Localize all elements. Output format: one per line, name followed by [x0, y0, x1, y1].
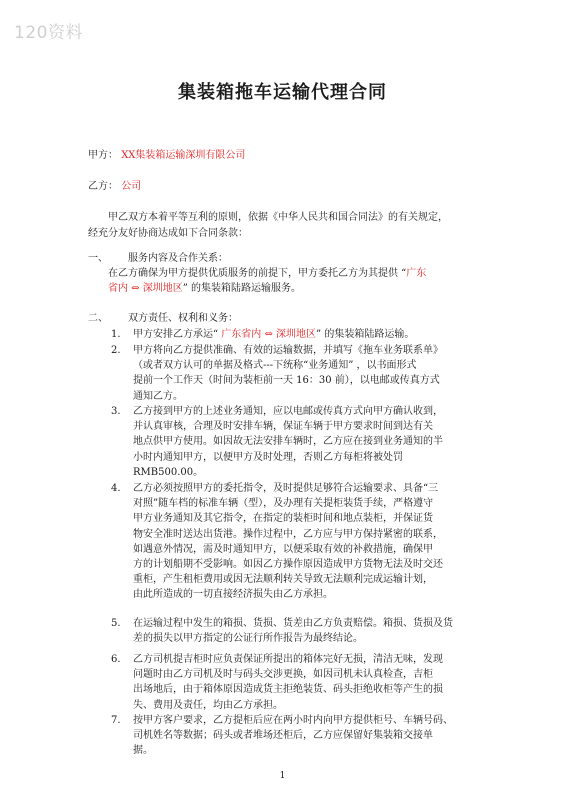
- section-1-route-b: 省内 ⇔ 深圳地区: [108, 283, 183, 294]
- item-text-line: 物安全准时送达出货港。操作过程中，乙方应与甲方保持紧密的联系，: [133, 528, 443, 540]
- item-text-line: 由此所造成的一切直接经济损失由乙方承担。: [133, 589, 333, 601]
- party-a-label: 甲方：: [88, 150, 118, 161]
- item-text-line: RMB500.00。: [133, 466, 204, 478]
- item-text-line: 乙方必须按照甲方的委托指令，及时提供足够符合运输要求、具备“三: [133, 483, 439, 494]
- item-text-line: 并认真审核，合理及时安排车辆，保证车辆于甲方要求时间到达有关: [133, 421, 433, 433]
- section-1-text-line-2: [108, 282, 301, 295]
- item-text: 甲方安排乙方承运“: [133, 329, 222, 340]
- item-text-line: 失、费用及责任，均由乙方承担。: [133, 699, 283, 711]
- item-text-line: 甲方将向乙方提供准确、有效的运输数据，并填写《拖车业务联系单》: [133, 345, 443, 356]
- watermark: 120资料: [14, 23, 83, 43]
- item-text: ” 的集装箱陆路运输。: [316, 329, 415, 340]
- document-title: 集装箱拖车运输代理合同: [178, 82, 387, 103]
- item-text-line: 重柜，产生租柜费用或因无法顺利转关导致无法顺利完成运输计划，: [133, 574, 433, 586]
- item-text-line: 差的损失以甲方指定的公证行所作报告为最终结论。: [133, 633, 363, 645]
- party-b-line: [88, 180, 141, 193]
- item-number: 1.: [111, 329, 121, 340]
- item-text-line: 如遇意外情况，需及时通知甲方，以便采取有效的补救措施，确保甲: [133, 543, 433, 555]
- item-text-line: 甲方业务通知及其它指令，在指定的装柜时间和地点装柜，并保证货: [133, 513, 433, 525]
- section-1-heading: 服务内容及合作关系：: [128, 253, 228, 264]
- item-text-line: 地点供甲方使用。如因故无法安排车辆时，乙方应在接到业务通知的半: [133, 436, 443, 448]
- intro-line-2: 经充分友好协商达成如下合同条款：: [88, 228, 248, 239]
- item-text-line: 小时内通知甲方，以便甲方及时处理，否则乙方每柜将被处罚: [133, 451, 403, 463]
- item-text-line: 方的计划船期不受影响。如因乙方操作原因造成甲方货物无法及时交还: [133, 559, 443, 570]
- intro-line-1: 甲乙双方本着平等互利的原则，依据《中华人民共和国合同法》的有关规定，: [108, 212, 448, 223]
- item-text-line: 乙方司机提吉柜时应负责保证所提出的箱体完好无损，清洁无味，发现: [133, 654, 443, 665]
- section-1-text-line-1: [108, 267, 426, 280]
- item-text-line: 提前一个工作天（时间为装柜前一天 16：30 前），以电邮或传真方式: [133, 375, 440, 387]
- item-text-line: 出场地后，由于箱体原因造成货主拒绝装货、码头拒绝收柜等产生的损: [133, 684, 443, 696]
- section-1-text-a: 在乙方确保为甲方提供优质服务的前提下，甲方委托乙方为其提供 “: [108, 268, 407, 279]
- section-1-text-b: ” 的集装箱陆路运输服务。: [182, 283, 302, 294]
- item-text-line: （或者双方认可的单据及格式---下统称“业务通知” ，以书面形式: [133, 360, 417, 372]
- section-1-number: 一、: [88, 253, 108, 264]
- item-text-line: 通知乙方。: [133, 390, 183, 402]
- item-text-line: [133, 328, 414, 341]
- item-number: 2.: [111, 345, 121, 356]
- item-text-line: 问题时由乙方司机及时与码头交涉更换，如因司机未认真检查，吉柜: [133, 669, 433, 681]
- item-text-line: 在运输过程中发生的箱损、货损、货差由乙方负责赔偿。箱损、货损及货: [133, 618, 453, 629]
- route-text: 广东省内 ⇔ 深圳地区: [221, 329, 317, 340]
- item-text-line: 据。: [133, 745, 153, 757]
- party-b-name: 公司: [121, 181, 142, 192]
- party-a-name: XX集装箱运输深圳有限公司: [121, 150, 246, 161]
- item-number: 7.: [111, 715, 121, 726]
- item-text-line: 司机姓名等数据；码头或者堆场还柜后，乙方应保留好集装箱交接单: [133, 730, 433, 742]
- item-number: 6.: [111, 654, 121, 665]
- section-1-route-a: 广东: [406, 268, 427, 279]
- item-number: 5.: [111, 618, 121, 629]
- item-number: 3.: [111, 406, 121, 417]
- item-number: 4.: [111, 483, 121, 494]
- section-2-heading: 双方责任、权利和义务：: [128, 313, 238, 324]
- party-a-line: [88, 149, 245, 162]
- item-text-line: 对照”随车档的标准车辆（型），及办理有关提柜装货手续，严格遵守: [133, 498, 434, 510]
- item-text-line: 乙方接到甲方的上述业务通知，应以电邮或传真方式向甲方确认收到，: [133, 406, 443, 417]
- section-2-number: 二、: [88, 313, 108, 324]
- party-b-label: 乙方：: [88, 181, 118, 192]
- page-number: 1: [279, 771, 286, 781]
- item-text-line: 按甲方客户要求，乙方提柜后应在两小时内向甲方提供柜号、车辆号码、: [133, 715, 453, 726]
